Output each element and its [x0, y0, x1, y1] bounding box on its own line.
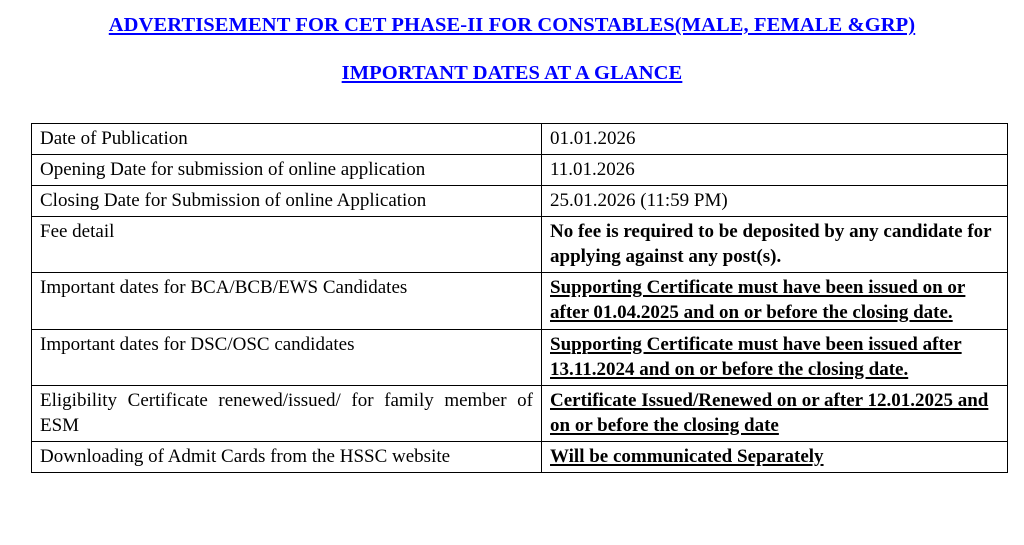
row-value: 01.01.2026: [542, 124, 1008, 155]
row-label: Important dates for BCA/BCB/EWS Candidates: [32, 273, 542, 329]
row-value: Will be communicated Separately: [542, 441, 1008, 472]
page-subtitle: [0, 62, 1024, 85]
table-row: [32, 155, 1008, 186]
row-value: 11.01.2026: [542, 155, 1008, 186]
important-dates-table-body: [32, 124, 1008, 473]
row-label: Eligibility Certificate renewed/issued/ for family member of ESM: [32, 385, 542, 441]
row-label: Fee detail: [32, 217, 542, 273]
row-label: Closing Date for Submission of online Application: [32, 186, 542, 217]
page-subtitle-text: IMPORTANT DATES AT A GLANCE: [341, 62, 683, 84]
page-title: [0, 14, 1024, 37]
row-label: Downloading of Admit Cards from the HSSC website: [32, 441, 542, 472]
table-row: [32, 329, 1008, 385]
table-row: [32, 385, 1008, 441]
table-row: [32, 217, 1008, 273]
table-row: [32, 186, 1008, 217]
row-value: Supporting Certificate must have been issued after 13.11.2024 and on or before the closing date.: [542, 329, 1008, 385]
row-label: Opening Date for submission of online application: [32, 155, 542, 186]
row-value: No fee is required to be deposited by any candidate for applying against any post(s).: [542, 217, 1008, 273]
important-dates-table: [31, 123, 1008, 473]
table-row: [32, 441, 1008, 472]
row-value: Certificate Issued/Renewed on or after 12.01.2025 and on or before the closing date: [542, 385, 1008, 441]
table-row: [32, 273, 1008, 329]
row-label: Date of Publication: [32, 124, 542, 155]
document-page: [0, 14, 1024, 545]
row-value: 25.01.2026 (11:59 PM): [542, 186, 1008, 217]
row-value: Supporting Certificate must have been issued on or after 01.04.2025 and on or before the closing date.: [542, 273, 1008, 329]
page-title-text: ADVERTISEMENT FOR CET PHASE-II FOR CONSTABLES(MALE, FEMALE &GRP): [108, 14, 916, 36]
row-label: Important dates for DSC/OSC candidates: [32, 329, 542, 385]
table-row: [32, 124, 1008, 155]
